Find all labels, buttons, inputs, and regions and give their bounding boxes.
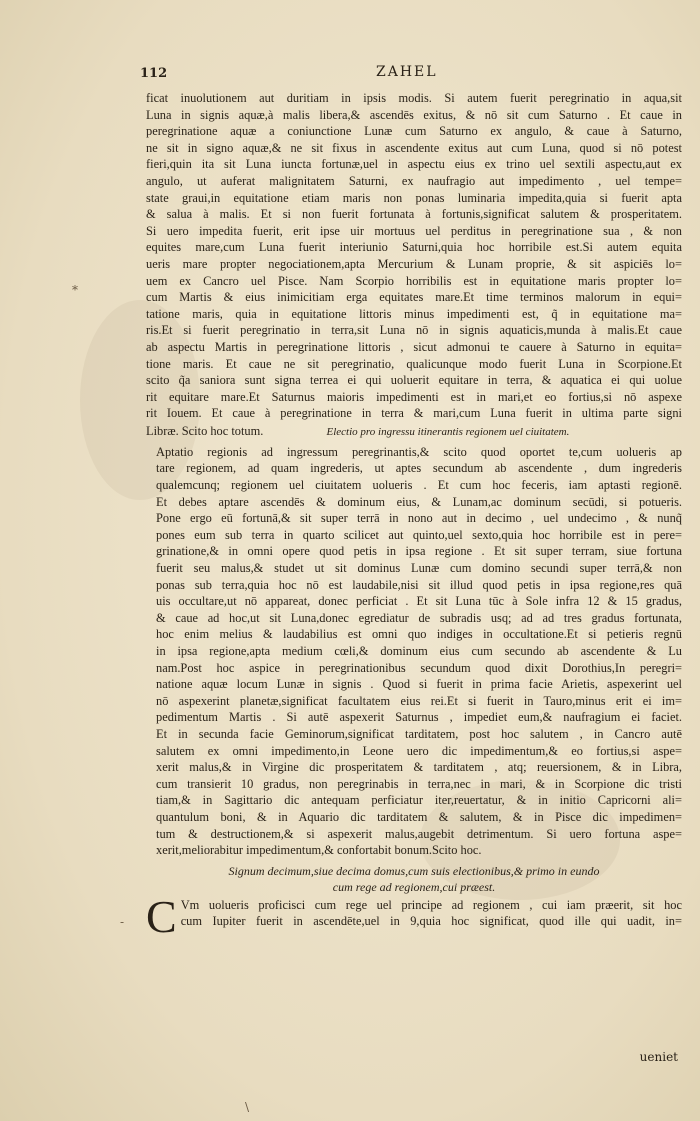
- text-line: ponas sub terra,quia hoc nō est laudabile,nisi sit illud quod petis in ipsa regione,res quā: [156, 577, 682, 592]
- text-line: scito q̃a saniora sunt signa terrea ei qui uoluerit equitare in terra, & aquatica ei qui uolue: [146, 373, 682, 388]
- text-line: peregrinatione aquæ a coniunctione Lunæ cum Saturno ex angulo, & caue à Saturno,: [146, 124, 682, 139]
- text-line: Luna in signis aquæ,à malis libera,& ascendēs exitus, & nō sit cum Saturno . Et caue in: [146, 107, 682, 122]
- catchword: ueniet: [639, 1050, 678, 1064]
- text-line: nam.Post hoc aspice in peregrinationibus secundum quod dixit Dorothius,In peregri=: [156, 660, 682, 675]
- text-line: ne sit in signo aquæ,& ne sit fixus in ascendente exitus aut cum Luna, quod si nō potest: [146, 140, 682, 155]
- chapter-heading-line: Signum decimum,siue decima domus,cum suis electionibus,& primo in eundo: [228, 863, 600, 878]
- margin-mark: \: [245, 1100, 250, 1114]
- paragraph-sea-travel: [146, 90, 682, 444]
- text-line: pedimentum Martis . Si autē aspexerit Saturnus , impediet eum,& naufragium ei faciet.: [156, 710, 682, 725]
- running-head: ZAHEL: [376, 64, 438, 80]
- text-line: tione maris. Et caue ne sit peregrinatio, qualicunque modo fuerit Luna in Scorpione.Et: [146, 356, 682, 371]
- text-line-last: xerit,meliorabitur impedimentum,& confortabit bonum.Scito hoc.: [156, 843, 482, 858]
- text-line: salutem ex omni impedimento,in Leone uero dic impedimentum,& eo fortius,si aspe=: [156, 743, 682, 758]
- text-line: Vm uolueris proficisci cum rege uel principe ad regionem , cui iam præerit, sit hoc: [180, 897, 682, 912]
- text-line: qualemcunq; regionem uel ciuitatem uolueris . Et cum hoc feceris, iam aptasti regionē.: [156, 478, 682, 493]
- text-line: ris.Et si fuerit peregrinatio in terra,sit Luna nō in signis aquaticis,munda à malis.Et caue: [146, 323, 682, 338]
- text-line: fieri,quin ita sit Luna iuncta fortunæ,uel in aspectu eius ex trino uel sextili aspectu,aut ex: [146, 157, 682, 172]
- text-line: Pone ergo eū fortunā,& sit super terrā in nono aut in decimo , uel undecimo , & nunq̃: [156, 511, 682, 526]
- text-line: Aptatio regionis ad ingressum peregrinantis,& scito quod oportet te,cum uolueris ap: [156, 444, 682, 459]
- text-line: natione aquæ locum Lunæ in signis . Quod si fuerit in prima facie Arietis, aspexerint uel: [156, 677, 682, 692]
- text-line: ueris mare propter negociationem,apta Mercurium & Lunam proprie, & sit aspiciēs lo=: [146, 256, 682, 271]
- text-line: rit equitare mare.Et Saturnus maioris impedimenti est in mari,et eo fortius,si nō aspexe: [146, 389, 682, 404]
- text-line: xerit malus,& in Virgine dic prosperitatem & tarditatem , atq; reuersionem, & in Libra,: [156, 760, 682, 775]
- text-line: Et debes aptare ascendēs & dominum eius, & Lunam,ac dominum secūdi, si potueris.: [156, 494, 682, 509]
- text-line: rit Iouem. Et caue à peregrinatione in terra & mari,cum Luna fuerit in ultima parte signi: [146, 406, 682, 421]
- text-line: in ipsa regione,apta medium cœli,& dominum eius cum secundo ab ascendente & Lu: [156, 644, 682, 658]
- text-line: Et in secunda facie Geminorum,significat tarditatem, post hoc salutem , in Cancro autē: [156, 726, 682, 741]
- text-line: state graui,in equitatione etiam maris non ponas luminaria impedita,quia si fuerit apta: [146, 190, 682, 205]
- text-line: & salua à malis. Et si non fuerit fortunata à fortunis,significat salutem & prosperitatem.: [146, 207, 682, 222]
- text-line: tatione maris, quia in equitatione littoris minus impedimenti est, q̃ in equitatione ma=: [146, 306, 682, 321]
- text-line: & caue ad hoc,ut sit Luna,donec egrediatur de subradis usq; ad ad tres gradus fortunata,: [156, 610, 682, 625]
- section-title: Electio pro ingressu itinerantis regionem uel ciuitatem.: [326, 425, 570, 438]
- text-line: nō aspexerint planetæ,significat facultatem eius rei.Et si fuerit in Tauro,minus erit ei im=: [156, 693, 682, 708]
- text-line: cum Martis & eius inimicitiam erga equitates mare.Et time terminos malorum in equi=: [146, 290, 682, 305]
- text-line: tiam,& in Sagittario dic antequam perficiatur iter,reuertatur, & in initio Capricorni ali=: [156, 793, 682, 808]
- text-line: cum transierit 10 gradus, non peregrinabis in terra,nec in mari, & in Scorpione dic tristi: [156, 776, 682, 791]
- text-line: uis occultare,ut nō appareat, donec perficiat . Et sit Luna tūc à Sole infra 12 & 15 gradus,: [156, 594, 682, 609]
- drop-cap: C: [146, 890, 177, 942]
- text-line: tum & destructionem,& si aspexerit malus,augebit detrimentum. Si uero fortuna aspe=: [156, 826, 682, 841]
- text-line: cum Iupiter fuerit in ascendēte,uel in 9,quia hoc significat, quod ille qui uadit, in=: [180, 914, 682, 929]
- text-line: tare regionem, ad quam ingrederis, ut aptes secundum ab ascendente , dum ingrederis: [156, 461, 682, 476]
- chapter-heading-line: cum rege ad regionem,cui præest.: [332, 879, 496, 894]
- margin-mark: -: [120, 915, 125, 929]
- main-text: [146, 90, 682, 942]
- page-header: [140, 64, 680, 86]
- text-line: equites mare,cum Luna fuerit interiunio Saturni,quia hoc horribile est.Si autem equita: [146, 240, 682, 255]
- paragraph-king-journey: [146, 890, 682, 942]
- text-line: Si uero impedita fuerit, erit ipse uir mortuus uel perditus in peregrinatione sua , & non: [146, 223, 682, 238]
- text-line: hoc enim melius & laudabilius est omni quo indiges in occultatione.Et si petieris regnū: [156, 627, 682, 642]
- folio-number: 112: [140, 66, 168, 81]
- margin-mark: *: [72, 283, 78, 297]
- text-line: uem ex Cancro uel Pisce. Nam Scorpio horribilis est in equitatione maris propter lo=: [146, 273, 682, 288]
- text-line: ab aspectu Martis in peregrinatione littoris , sicut admonui te cauere à Saturno in equita=: [146, 339, 682, 354]
- paragraph-entering-region: [146, 444, 682, 859]
- text-line: fuerit seu malus,& studet ut sit dominus Lunæ cum domino secundi super terrā,& non: [156, 561, 682, 576]
- chapter-heading: [146, 863, 682, 895]
- text-line: pones eum sub terra in quarto scilicet aut quinto,uel sexto,quia hoc horribile est in pere=: [156, 527, 682, 542]
- text-line: grinatione,& in omni opere quod petis in ipsa regione . Et sit super terram, siue fortuna: [156, 544, 682, 559]
- text-line: ficat inuolutionem aut duritiam in ipsis modis. Si autem fuerit peregrinatio in aqua,sit: [146, 91, 682, 105]
- text-line: angulo, ut auferat malignitatem Saturni, ex naufragio aut impedimento , uel tempe=: [146, 173, 682, 188]
- text-line: quantulum boni, & in Aquario dic tarditatem & salutem, & in Pisce dic impedimen=: [156, 809, 682, 824]
- text-line-last: Libræ. Scito hoc totum.: [146, 423, 264, 438]
